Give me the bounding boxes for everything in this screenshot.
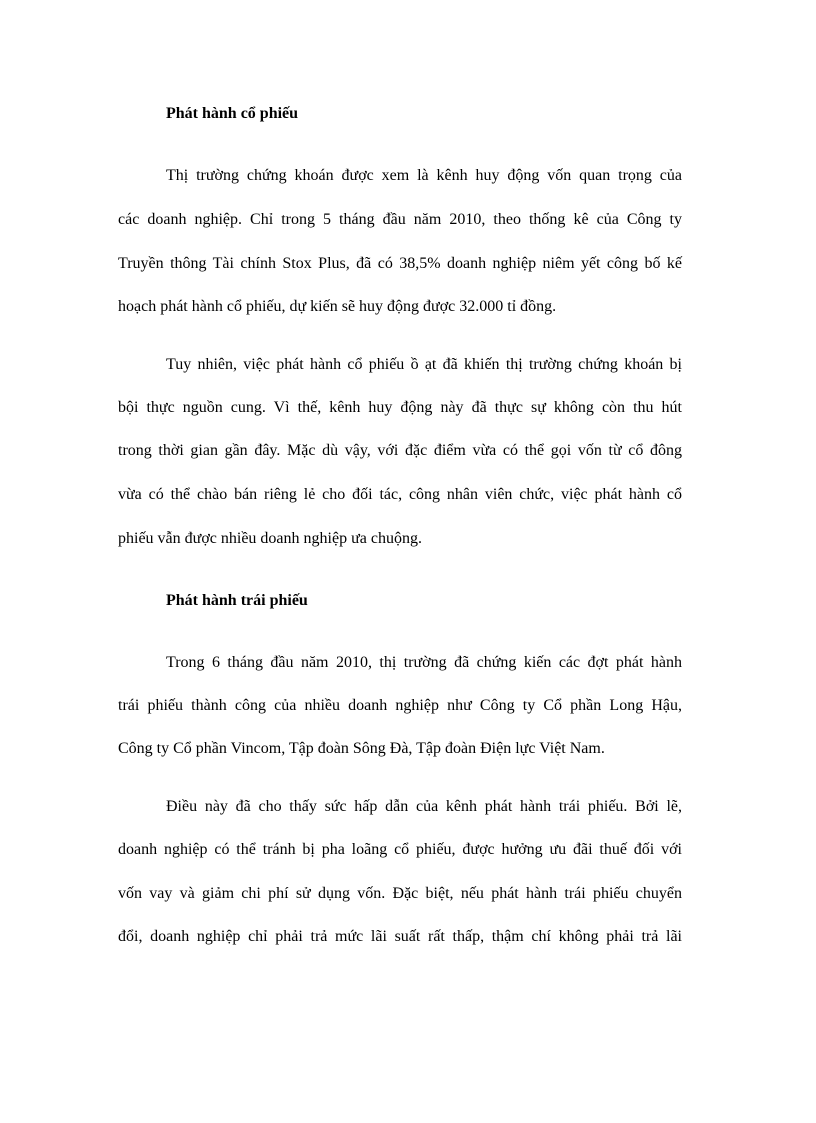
paragraph-line: Tuy nhiên, việc phát hành cổ phiếu ồ ạt đã khiến thị trường chứng khoán bị xyxy=(166,356,682,373)
paragraph-line: Trong 6 tháng đầu năm 2010, thị trường đã chứng kiến các đợt phát hành xyxy=(166,654,682,671)
paragraph-line: đổi, doanh nghiệp chỉ phải trả mức lãi suất rất thấp, thậm chí không phải trả lãi xyxy=(118,928,682,945)
section-heading-co-phieu: Phát hành cổ phiếu xyxy=(166,105,299,122)
section-heading-trai-phieu: Phát hành trái phiếu xyxy=(166,592,308,609)
paragraph-line: các doanh nghiệp. Chỉ trong 5 tháng đầu năm 2010, theo thống kê của Công ty xyxy=(118,211,682,228)
paragraph-line: hoạch phát hành cổ phiếu, dự kiến sẽ huy động được 32.000 tỉ đồng. xyxy=(118,298,557,315)
paragraph-line: bội thực nguồn cung. Vì thế, kênh huy động này đã thực sự không còn thu hút xyxy=(118,399,682,416)
paragraph-line: Công ty Cổ phần Vincom, Tập đoàn Sông Đà, Tập đoàn Điện lực Việt Nam. xyxy=(118,740,605,757)
paragraph-line: phiếu vẫn được nhiều doanh nghiệp ưa chuộng. xyxy=(118,530,422,547)
paragraph-line: Điều này đã cho thấy sức hấp dẫn của kênh phát hành trái phiếu. Bởi lẽ, xyxy=(166,798,682,815)
paragraph-line: vừa có thể chào bán riêng lẻ cho đối tác, công nhân viên chức, việc phát hành cổ xyxy=(118,486,682,503)
paragraph-line: Thị trường chứng khoán được xem là kênh huy động vốn quan trọng của xyxy=(166,167,682,184)
paragraph-line: doanh nghiệp có thể tránh bị pha loãng cổ phiếu, được hưởng ưu đãi thuế đối với xyxy=(118,841,682,858)
paragraph-line: trái phiếu thành công của nhiều doanh nghiệp như Công ty Cổ phần Long Hậu, xyxy=(118,697,682,714)
paragraph-line: Truyền thông Tài chính Stox Plus, đã có 38,5% doanh nghiệp niêm yết công bố kế xyxy=(118,255,682,272)
paragraph-line: trong thời gian gần đây. Mặc dù vậy, với đặc điểm vừa có thể gọi vốn từ cổ đông xyxy=(118,442,682,459)
paragraph-line: vốn vay và giảm chi phí sử dụng vốn. Đặc biệt, nếu phát hành trái phiếu chuyển xyxy=(118,885,682,902)
